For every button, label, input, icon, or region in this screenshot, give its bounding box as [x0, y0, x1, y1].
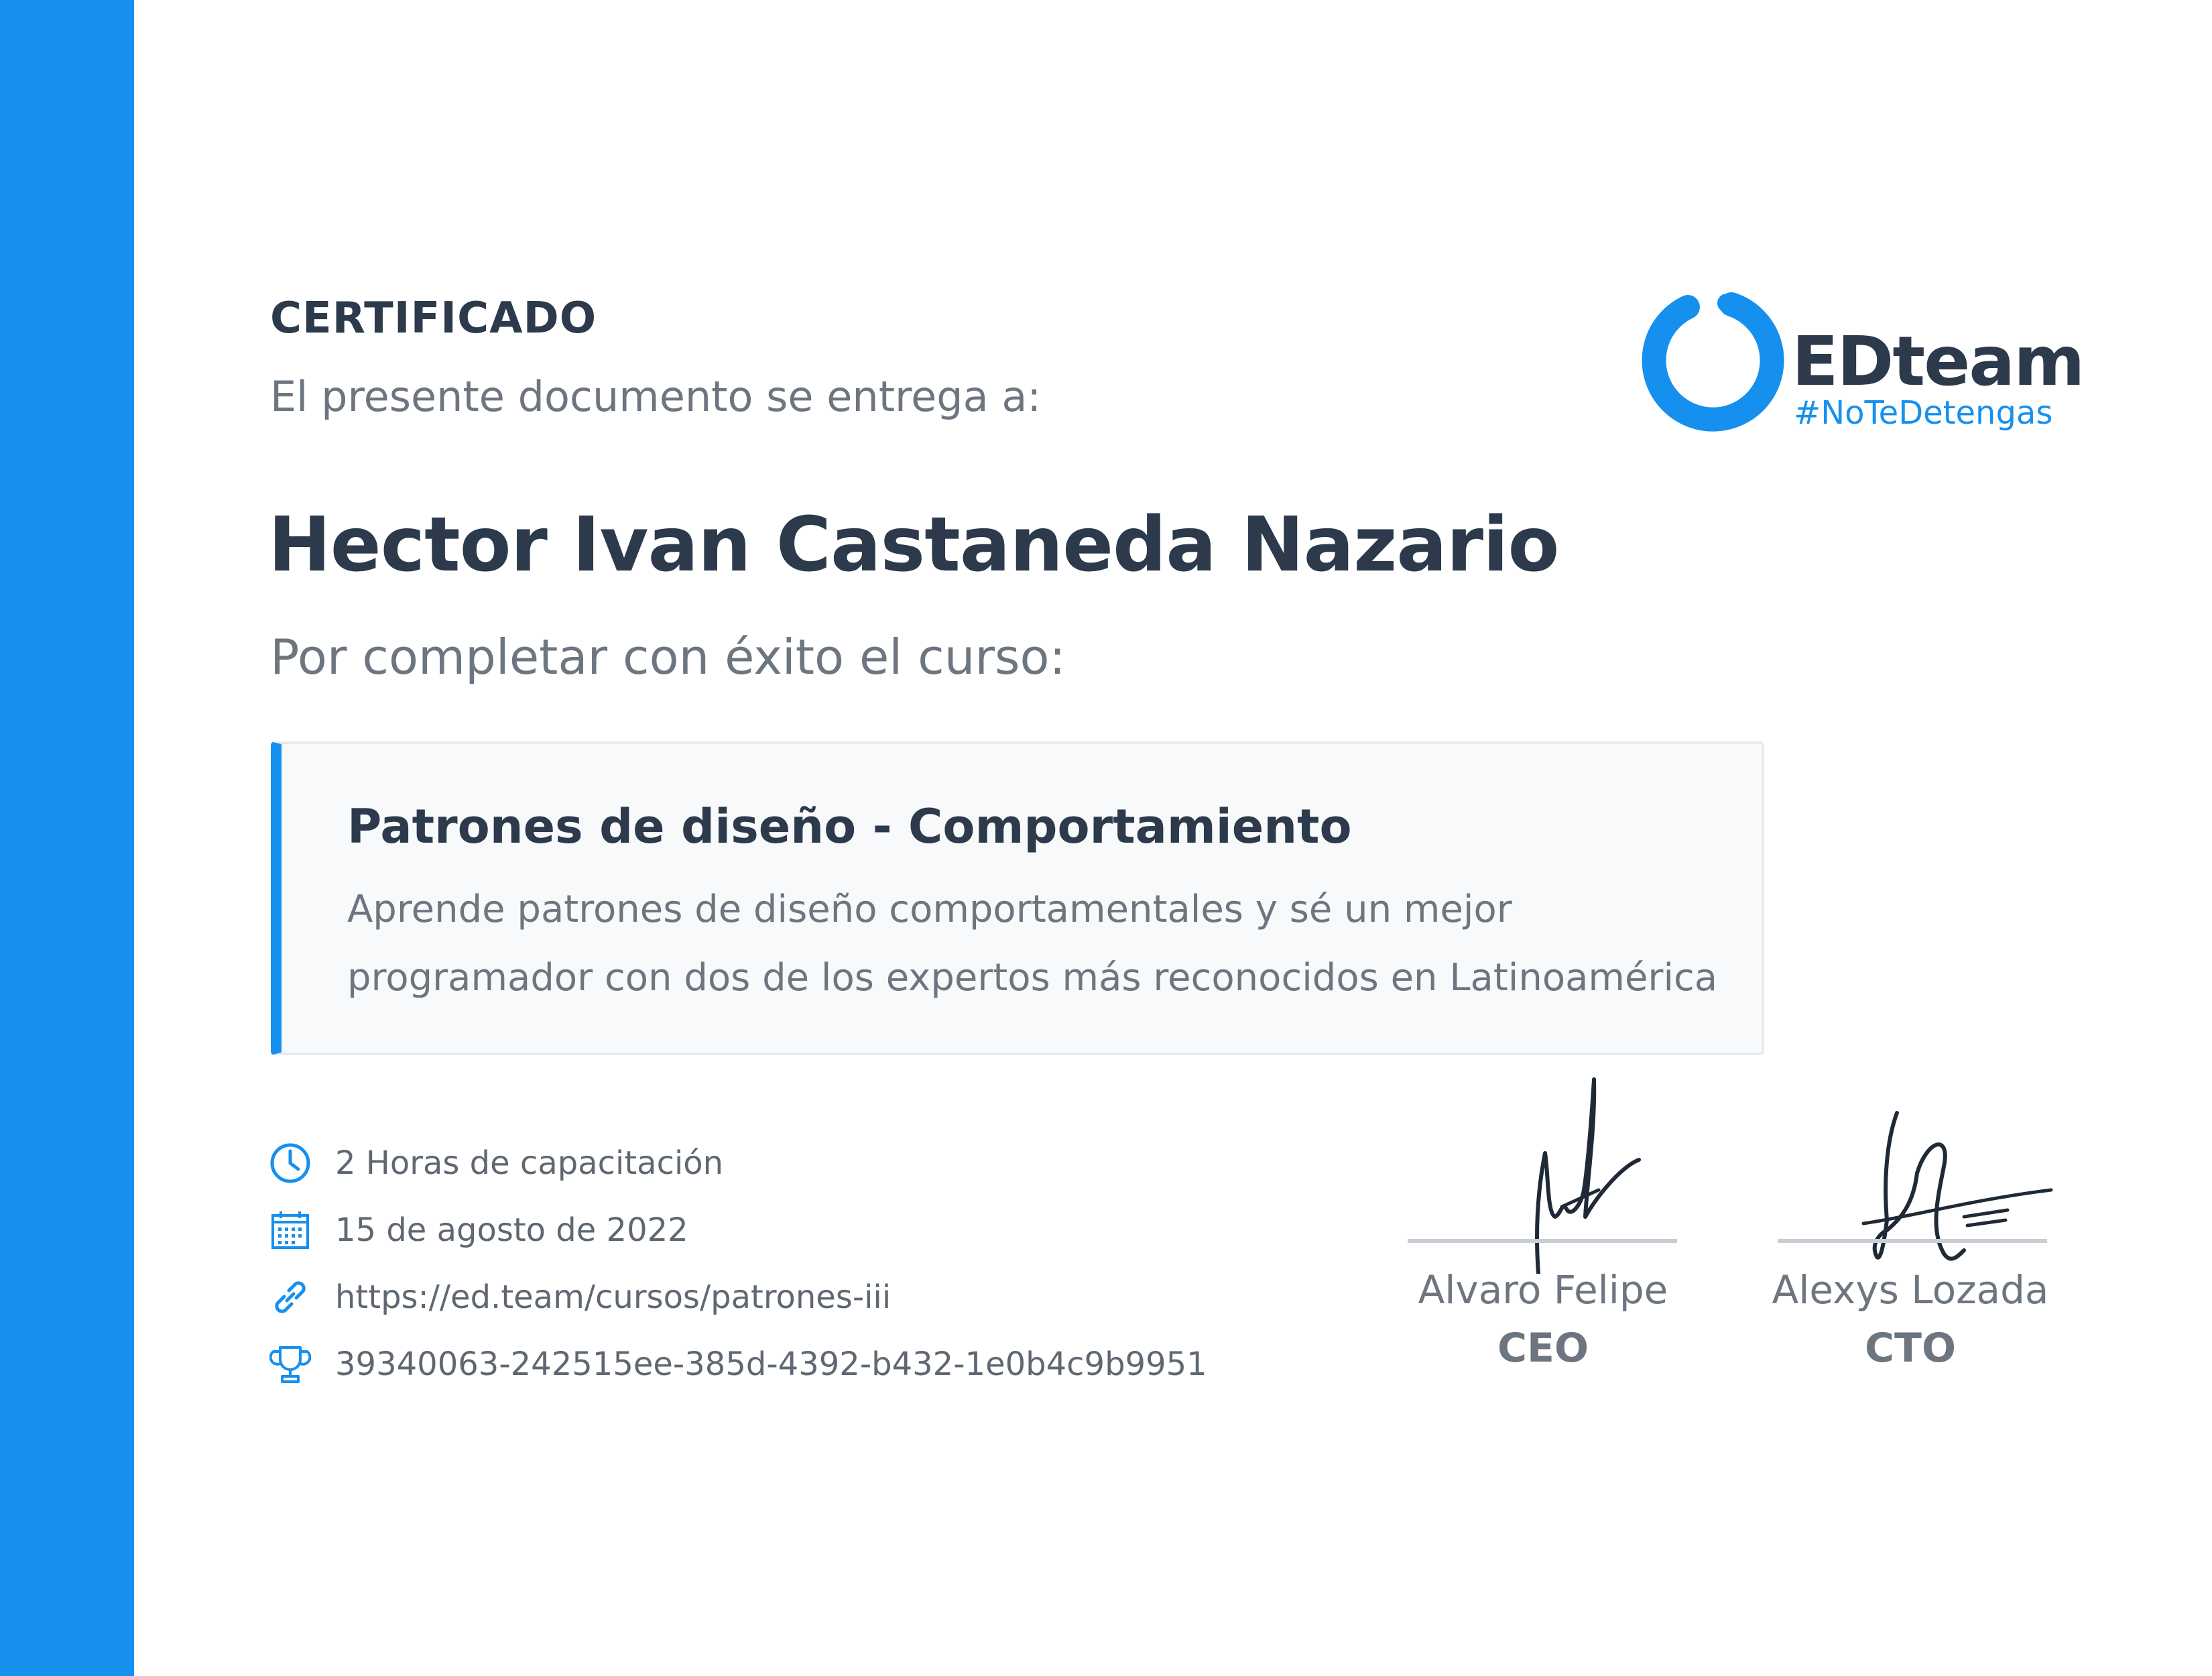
cto-role: CTO	[1865, 1325, 1956, 1372]
course-card	[271, 741, 1764, 1055]
cto-name: Alexys Lozada	[1772, 1267, 2049, 1313]
certificate-code: 39340063-242515ee-385d-4392-b432-1e0b4c9b9951	[335, 1345, 1207, 1383]
certificate-title: CERTIFICADO	[270, 294, 597, 343]
logo-wordmark: EDteam	[1792, 322, 2084, 402]
course-url[interactable]: https://ed.team/cursos/patrones-iii	[335, 1278, 892, 1316]
date-text: 15 de agosto de 2022	[335, 1211, 688, 1249]
ceo-role-label: CEO	[1497, 1325, 1589, 1372]
certificate-subtitle: El presente documento se entrega a:	[270, 372, 1042, 421]
clock-icon	[268, 1141, 312, 1185]
course-name: Patrones de diseño - Comportamiento	[347, 799, 1352, 854]
recipient-name: Hector Ivan Castaneda Nazario	[268, 501, 1559, 589]
duration-text: 2 Horas de capacitación	[335, 1144, 724, 1182]
course-description: Aprende patrones de diseño comportamentales y sé un mejor programador con dos de los expertos más reconocidos en Latinoamérica	[347, 888, 1718, 1000]
link-icon	[268, 1275, 312, 1319]
calendar-icon	[268, 1208, 312, 1252]
accent-side-bar	[0, 0, 134, 1676]
logo-tagline: #NoTeDetengas	[1794, 394, 2053, 432]
date-row	[268, 1207, 688, 1254]
code-row	[268, 1341, 1207, 1388]
ceo-signature-line	[1408, 1239, 1677, 1243]
duration-row	[268, 1140, 723, 1187]
url-row	[268, 1274, 891, 1321]
trophy-icon	[268, 1342, 312, 1386]
logo-ring-icon	[1641, 290, 1788, 437]
ceo-name: Alvaro Felipe	[1418, 1267, 1668, 1313]
ceo-signature	[1508, 1073, 1662, 1274]
completion-text: Por completar con éxito el curso:	[270, 629, 1066, 685]
cto-signer	[1770, 1267, 2051, 1372]
edteam-logo	[1641, 290, 2097, 437]
ceo-signer	[1402, 1267, 1684, 1372]
cto-signature-line	[1778, 1239, 2047, 1243]
